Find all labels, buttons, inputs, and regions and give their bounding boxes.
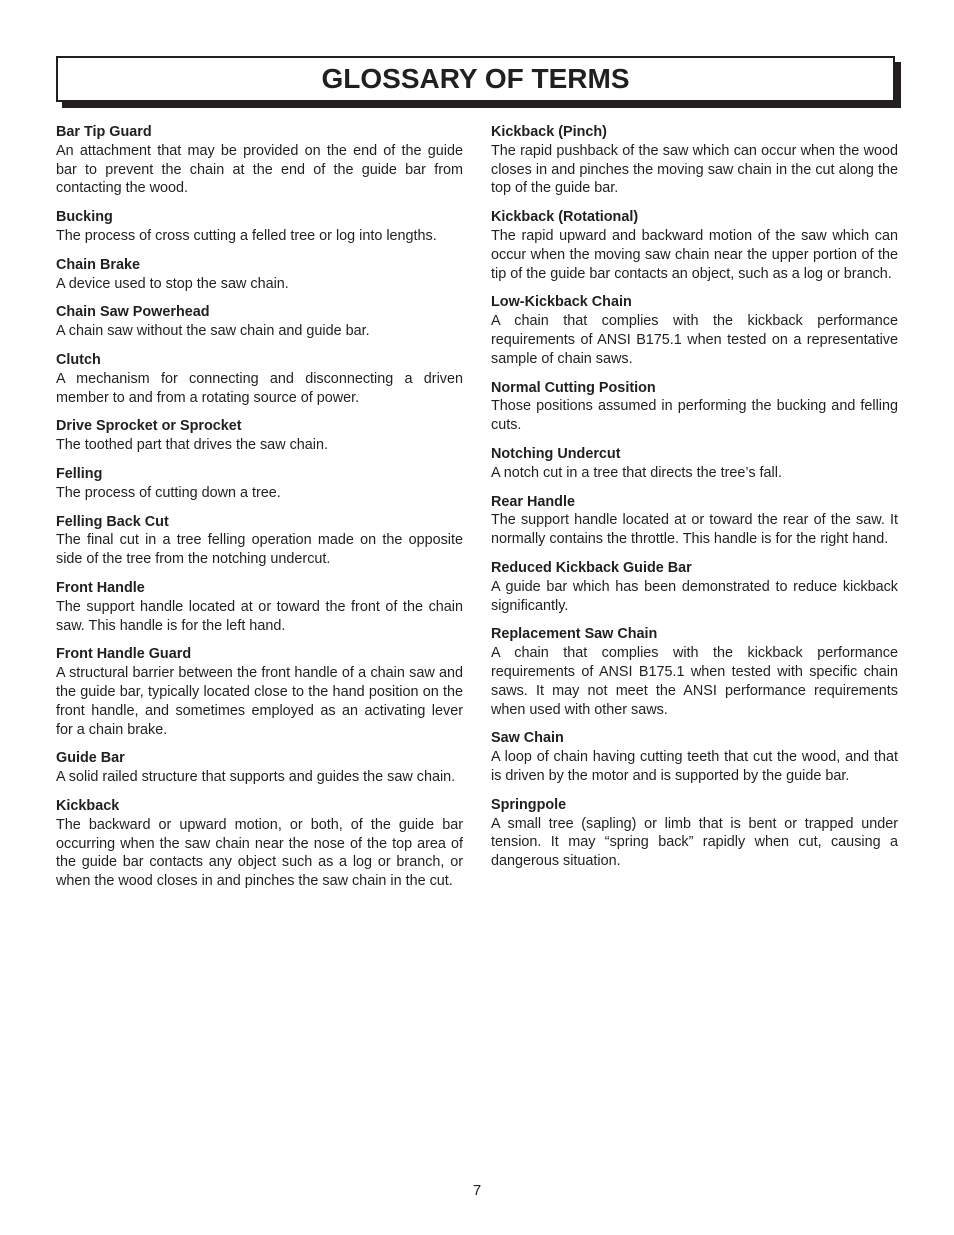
glossary-definition: The final cut in a tree felling operation made on the opposite side of the tree from the notching undercut. bbox=[56, 532, 463, 568]
glossary-term: Felling Back Cut bbox=[56, 513, 169, 530]
glossary-term: Reduced Kickback Guide Bar bbox=[491, 559, 692, 576]
glossary-column-left bbox=[56, 123, 463, 901]
glossary-term: Chain Saw Powerhead bbox=[56, 304, 210, 321]
glossary-entry bbox=[491, 559, 898, 615]
glossary-entry bbox=[56, 256, 463, 294]
glossary-term: Low-Kickback Chain bbox=[491, 294, 632, 311]
glossary-definition: Those positions assumed in performing the bucking and felling cuts. bbox=[491, 398, 898, 434]
page-number: 7 bbox=[472, 1182, 482, 1199]
glossary-entry bbox=[491, 123, 898, 198]
glossary-entry bbox=[56, 645, 463, 739]
glossary-definition: The support handle located at or toward the front of the chain saw. This handle is for the left hand. bbox=[56, 598, 463, 634]
glossary-term: Rear Handle bbox=[491, 493, 575, 510]
page-title-box bbox=[56, 56, 895, 102]
glossary-entry bbox=[491, 208, 898, 283]
glossary-term: Saw Chain bbox=[491, 730, 564, 747]
glossary-definition: The rapid upward and backward motion of the saw which can occur when the moving saw chain near the upper portion of the tip of the guide bar contacts an object, such as a log or branch. bbox=[491, 227, 898, 282]
glossary-term: Front Handle bbox=[56, 579, 145, 596]
glossary-definition: A chain saw without the saw chain and guide bar. bbox=[56, 323, 370, 340]
glossary-term: Kickback (Pinch) bbox=[491, 124, 607, 140]
glossary-entry bbox=[56, 797, 463, 891]
glossary-term: Felling bbox=[56, 465, 103, 482]
glossary-entry bbox=[56, 303, 463, 341]
glossary-entry bbox=[491, 493, 898, 549]
glossary-term: Bar Tip Guard bbox=[56, 124, 152, 140]
glossary-definition: A loop of chain having cutting teeth that cut the wood, and that is driven by the motor and is supported by the guide bar. bbox=[491, 749, 898, 784]
glossary-term: Replacement Saw Chain bbox=[491, 626, 658, 643]
glossary-term: Kickback bbox=[56, 797, 120, 814]
glossary-entry bbox=[56, 208, 463, 246]
glossary-definition: An attachment that may be provided on the end of the guide bar to prevent the chain at the end of the guide bar from contacting the wood. bbox=[56, 142, 463, 197]
glossary-term: Drive Sprocket or Sprocket bbox=[56, 418, 242, 435]
glossary-definition: A notch cut in a tree that directs the tree’s fall. bbox=[491, 464, 782, 481]
glossary-definition: A chain that complies with the kickback performance requirements of ANSI B175.1 when tested on a representative sample of chain saws. bbox=[491, 313, 898, 367]
glossary-entry bbox=[491, 445, 898, 483]
glossary-term: Clutch bbox=[56, 351, 101, 368]
glossary-entry bbox=[56, 123, 463, 198]
glossary-definition: The support handle located at or toward the rear of the saw. It normally contains the throttle. This handle is for the right hand. bbox=[491, 512, 898, 548]
glossary-term: Bucking bbox=[56, 209, 113, 226]
glossary-definition: The process of cross cutting a felled tree or log into lengths. bbox=[56, 227, 437, 244]
glossary-definition: A solid railed structure that supports and guides the saw chain. bbox=[56, 769, 456, 786]
glossary-definition: The rapid pushback of the saw which can occur when the wood closes in and pinches the moving saw chain in the cut along the top of the guide bar. bbox=[491, 142, 898, 197]
glossary-entry bbox=[56, 417, 463, 455]
glossary-term: Normal Cutting Position bbox=[491, 379, 656, 396]
glossary-definition: The backward or upward motion, or both, of the guide bar occurring when the saw chain near the nose of the top area of the guide bar contacts any object such as a log or branch, or when the wood closes in and pinches the saw chain in the cut. bbox=[56, 816, 463, 890]
glossary-definition: A structural barrier between the front handle of a chain saw and the guide bar, typically located close to the hand position on the front handle, and sometimes employed as an activating lever for a chain brake. bbox=[56, 665, 463, 738]
glossary-term: Notching Undercut bbox=[491, 445, 621, 462]
glossary-definition: A chain that complies with the kickback performance requirements of ANSI B175.1 when tested with specific chain saws. It may not meet the ANSI performance requirements when used with other saws. bbox=[491, 645, 898, 718]
glossary-entry bbox=[56, 351, 463, 407]
glossary-entry bbox=[56, 579, 463, 635]
glossary-term: Kickback (Rotational) bbox=[491, 209, 639, 226]
glossary-entry bbox=[491, 293, 898, 368]
glossary-entry bbox=[491, 729, 898, 785]
glossary-entry bbox=[56, 749, 463, 787]
glossary-entry bbox=[56, 513, 463, 569]
glossary-term: Chain Brake bbox=[56, 256, 140, 273]
glossary-entry bbox=[56, 465, 463, 503]
glossary-entry bbox=[491, 796, 898, 871]
glossary-definition: A guide bar which has been demonstrated to reduce kickback significantly. bbox=[491, 578, 898, 614]
glossary-definition: The process of cutting down a tree. bbox=[56, 484, 281, 501]
glossary-definition: The toothed part that drives the saw chain. bbox=[56, 437, 328, 454]
glossary-definition: A small tree (sapling) or limb that is bent or trapped under tension. It may “spring back” rapidly when cut, causing a dangerous situation. bbox=[491, 815, 898, 870]
glossary-definition: A device used to stop the saw chain. bbox=[56, 275, 289, 292]
glossary-definition: A mechanism for connecting and disconnecting a driven member to and from a rotating source of power. bbox=[56, 370, 463, 406]
glossary-column-right bbox=[491, 123, 898, 881]
glossary-entry bbox=[491, 379, 898, 435]
glossary-entry bbox=[491, 625, 898, 719]
glossary-term: Springpole bbox=[491, 796, 567, 813]
glossary-term: Front Handle Guard bbox=[56, 646, 192, 663]
glossary-term: Guide Bar bbox=[56, 750, 125, 767]
page-title: GLOSSARY OF TERMS bbox=[321, 63, 630, 94]
